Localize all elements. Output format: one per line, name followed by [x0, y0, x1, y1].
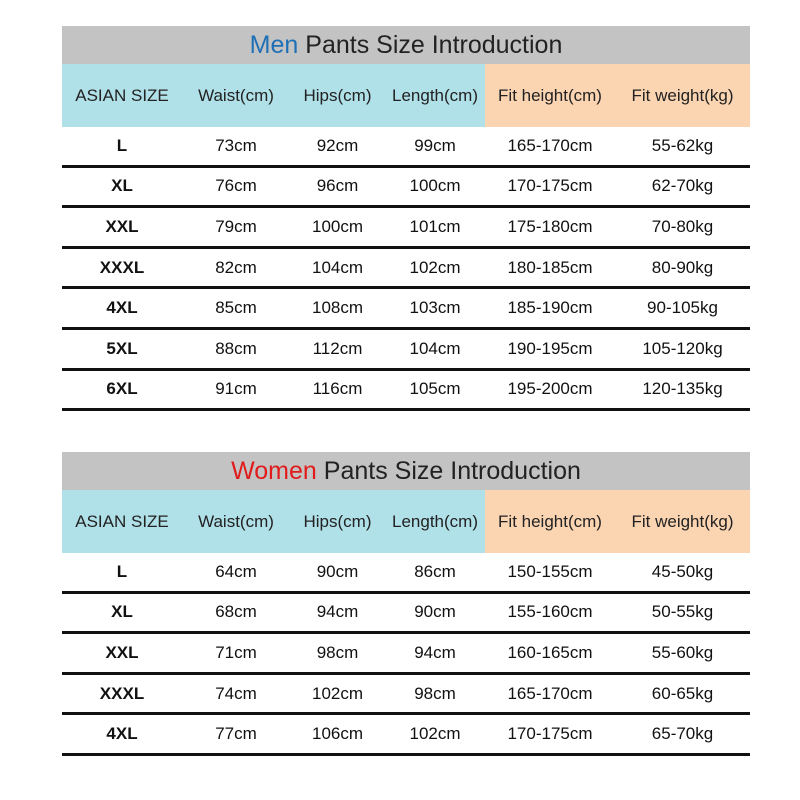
table-row: [62, 127, 750, 168]
hips-cell: 94cm: [316, 602, 359, 622]
table-row: [62, 594, 750, 635]
fit-weight-cell: 105-120kg: [642, 338, 723, 358]
waist-cell: 73cm: [215, 135, 257, 155]
waist-cell: 68cm: [215, 602, 257, 622]
waist-cell: 71cm: [215, 642, 257, 662]
size-cell: L: [116, 135, 128, 155]
header-asian-size: ASIAN SIZE: [62, 64, 182, 127]
size-cell: 4XL: [106, 298, 138, 318]
size-cell: 5XL: [106, 338, 138, 358]
women-size-chart: [62, 452, 750, 756]
fit-height-cell: 175-180cm: [507, 216, 593, 236]
header-waist: Waist(cm): [182, 490, 290, 553]
length-cell: 100cm: [409, 176, 461, 196]
hips-cell: 96cm: [316, 176, 359, 196]
fit-weight-cell: 60-65kg: [651, 683, 714, 703]
hips-cell: 106cm: [311, 724, 364, 744]
size-cell: XL: [111, 602, 133, 622]
hips-cell: 92cm: [316, 135, 359, 155]
waist-cell: 82cm: [215, 257, 257, 277]
table-row: [62, 553, 750, 594]
table-row: [62, 168, 750, 209]
fit-height-cell: 160-165cm: [507, 642, 593, 662]
size-cell: 6XL: [106, 379, 138, 399]
table-row: [62, 208, 750, 249]
length-cell: 104cm: [409, 338, 461, 358]
waist-cell: 91cm: [215, 379, 257, 399]
hips-cell: 102cm: [311, 683, 364, 703]
header-hips: Hips(cm): [290, 64, 385, 127]
men-header-row: [62, 64, 750, 127]
header-fit-height: Fit height(cm): [485, 64, 615, 127]
fit-height-cell: 170-175cm: [507, 176, 593, 196]
fit-height-cell: 170-175cm: [507, 724, 593, 744]
fit-weight-cell: 55-62kg: [651, 135, 714, 155]
women-chart-title: [62, 452, 750, 490]
fit-height-cell: 180-185cm: [507, 257, 593, 277]
fit-weight-cell: 65-70kg: [651, 724, 714, 744]
size-cell: XL: [111, 176, 133, 196]
fit-weight-cell: 90-105kg: [647, 298, 718, 318]
length-cell: 99cm: [414, 135, 456, 155]
women-header-row: [62, 490, 750, 553]
header-hips: Hips(cm): [290, 490, 385, 553]
table-row: [62, 715, 750, 756]
length-cell: 105cm: [409, 379, 461, 399]
table-row: [62, 249, 750, 290]
length-cell: 90cm: [414, 602, 456, 622]
fit-height-cell: 155-160cm: [507, 602, 593, 622]
table-row: [62, 371, 750, 412]
length-cell: 101cm: [409, 216, 461, 236]
hips-cell: 98cm: [316, 642, 359, 662]
fit-weight-cell: 80-90kg: [651, 257, 714, 277]
fit-height-cell: 150-155cm: [507, 561, 593, 581]
length-cell: 102cm: [409, 257, 461, 277]
fit-height-cell: 190-195cm: [507, 338, 593, 358]
hips-cell: 108cm: [311, 298, 364, 318]
hips-cell: 100cm: [311, 216, 364, 236]
table-row: [62, 289, 750, 330]
waist-cell: 88cm: [215, 338, 257, 358]
fit-height-cell: 185-190cm: [507, 298, 593, 318]
fit-weight-cell: 50-55kg: [651, 602, 714, 622]
men-title-gender: Men: [249, 31, 299, 59]
hips-cell: 104cm: [311, 257, 364, 277]
header-fit-height: Fit height(cm): [485, 490, 615, 553]
size-cell: XXXL: [99, 683, 145, 703]
table-row: [62, 675, 750, 716]
header-fit-weight: Fit weight(kg): [615, 64, 750, 127]
fit-weight-cell: 55-60kg: [651, 642, 714, 662]
length-cell: 98cm: [414, 683, 456, 703]
size-cell: XXXL: [99, 257, 145, 277]
women-title-gender: Women: [231, 457, 317, 485]
header-length: Length(cm): [385, 490, 485, 553]
size-cell: L: [116, 561, 128, 581]
hips-cell: 116cm: [312, 379, 363, 399]
men-title-text: Pants Size Introduction: [305, 31, 563, 59]
length-cell: 94cm: [414, 642, 456, 662]
size-cell: XXL: [105, 642, 139, 662]
table-row: [62, 330, 750, 371]
waist-cell: 85cm: [215, 298, 257, 318]
size-cell: XXL: [105, 216, 139, 236]
length-cell: 102cm: [409, 724, 461, 744]
fit-height-cell: 195-200cm: [507, 379, 593, 399]
hips-cell: 112cm: [312, 338, 363, 358]
fit-weight-cell: 45-50kg: [651, 561, 714, 581]
waist-cell: 64cm: [215, 561, 257, 581]
men-size-chart: [62, 26, 750, 411]
fit-weight-cell: 70-80kg: [651, 216, 714, 236]
fit-weight-cell: 120-135kg: [642, 379, 723, 399]
header-length: Length(cm): [385, 64, 485, 127]
size-cell: 4XL: [106, 724, 138, 744]
waist-cell: 77cm: [215, 724, 257, 744]
header-fit-weight: Fit weight(kg): [615, 490, 750, 553]
waist-cell: 76cm: [215, 176, 257, 196]
waist-cell: 79cm: [215, 216, 257, 236]
table-row: [62, 634, 750, 675]
fit-height-cell: 165-170cm: [507, 683, 593, 703]
header-waist: Waist(cm): [182, 64, 290, 127]
women-title-text: Pants Size Introduction: [323, 457, 581, 485]
waist-cell: 74cm: [215, 683, 257, 703]
header-asian-size: ASIAN SIZE: [62, 490, 182, 553]
length-cell: 103cm: [409, 298, 461, 318]
men-chart-title: [62, 26, 750, 64]
length-cell: 86cm: [414, 561, 456, 581]
fit-weight-cell: 62-70kg: [651, 176, 714, 196]
hips-cell: 90cm: [316, 561, 359, 581]
fit-height-cell: 165-170cm: [507, 135, 593, 155]
